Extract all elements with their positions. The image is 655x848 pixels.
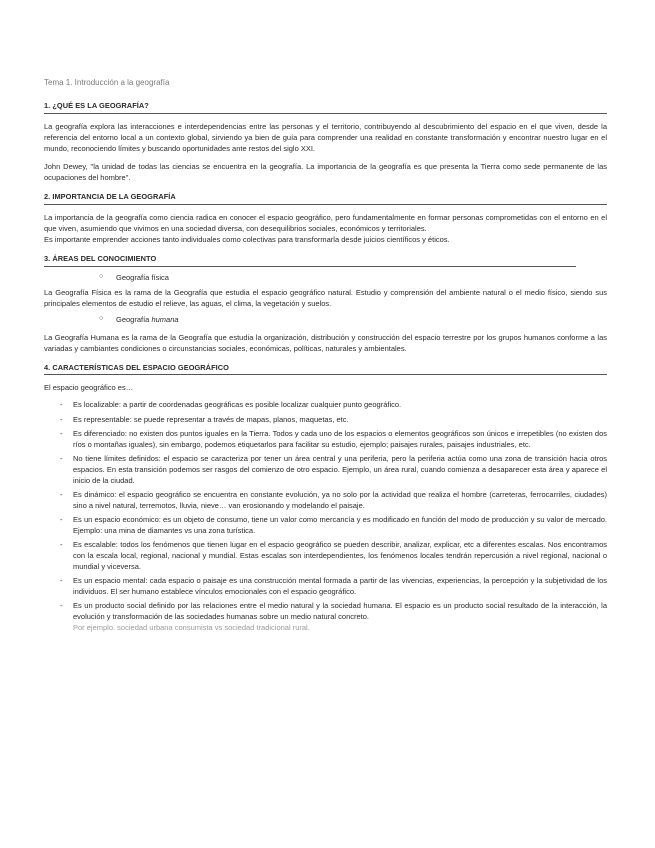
list-item-text: Es un producto social definido por las relaciones entre el medio natural y la sociedad humana. El espacio es un producto social resultado de la interacción, la evolución y transformación de las sociedades humanas sobre un medio natural concreto. bbox=[73, 600, 607, 621]
dash-bullet-icon: - bbox=[60, 539, 63, 549]
document-content bbox=[44, 77, 607, 642]
paragraph: La Geografía Física es la rama de la Geografía que estudia el espacio geográfico natural. Estudio y comprensión del ambiente natural o el medio físico, siendo sus principales elementos de estudio el relieve, las aguas, el clima, la vegetación y suelos. bbox=[44, 287, 607, 308]
paragraph: John Dewey, "la unidad de todas las ciencias se encuentra en la geografía. La importancia de la geografía es que presenta la Tierra como sede permanente de las ocupaciones del hombre". bbox=[44, 161, 607, 182]
section-importance bbox=[44, 192, 607, 245]
circle-bullet-icon: ○ bbox=[99, 314, 104, 322]
list-item-text: Es un espacio económico: es un objeto de consumo, tiene un valor como mercancía y es modificado en función del modo de producción y su valor de mercado. Ejemplo: una mina de diamantes vs una zona turística. bbox=[73, 514, 607, 535]
section-what-is-geography bbox=[44, 101, 607, 183]
list-item bbox=[44, 489, 607, 511]
section-heading: 1. ¿QUÉ ES LA GEOGRAFÍA? bbox=[44, 101, 607, 114]
section-heading: 2. IMPORTANCIA DE LA GEOGRAFÍA bbox=[44, 192, 607, 205]
section-knowledge-areas bbox=[44, 254, 607, 354]
list-item-text: No tiene límites definidos: el espacio se caracteriza por tener un área central y una periferia, pero la periferia actúa como una zona de transición hacia otros espacios. En esta transición podemos ser rasgos del comienzo de otro espacio. Ejemplo, un área rural, cuando comienza a desaparecer esta área y aparece el inicio de la ciudad. bbox=[73, 453, 607, 485]
list-item-text: Es representable: se puede representar a través de mapas, planos, maquetas, etc. bbox=[73, 414, 349, 424]
paragraph bbox=[44, 212, 607, 245]
document-title: Tema 1. Introducción a la geografía bbox=[44, 78, 170, 87]
list-item-text: Es localizable: a partir de coordenadas geográficas es posible localizar cualquier punto geográfico. bbox=[73, 400, 402, 410]
section-heading: 3. ÁREAS DEL CONOCIMIENTO bbox=[44, 254, 576, 267]
paragraph-line: La importancia de la geografía como ciencia radica en conocer el espacio geográfico, pero fundamentalmente en formar personas comprometidas con el entorno en el que viven, asumiendo que vivimos en una sociedad diversa, con desequilibrios sociales, económicos y territoriales. bbox=[44, 212, 607, 233]
dash-bullet-icon: - bbox=[60, 489, 63, 499]
list-item-text: Es escalable: todos los fenómenos que tienen lugar en el espacio geográfico se pueden describir, analizar, explicar, etc a diferentes escalas. Nos encontramos con la escala local, regional, nacional y mundial. Estas escalas son interdependientes, los fenómenos locales tendrán repercusión a nivel regional, nacional o mundial y viceversa. bbox=[73, 539, 607, 571]
section-heading: 4. CARACTERÍSTICAS DEL ESPACIO GEOGRÁFICO bbox=[44, 363, 607, 376]
list-item bbox=[44, 399, 607, 410]
dash-bullet-icon: - bbox=[60, 600, 63, 610]
section-characteristics bbox=[44, 363, 607, 633]
dash-bullet-icon: - bbox=[60, 414, 63, 424]
dash-bullet-icon: - bbox=[60, 514, 63, 524]
paragraph-intro: El espacio geográfico es… bbox=[44, 383, 134, 393]
dash-bullet-icon: - bbox=[60, 575, 63, 585]
subsection-label bbox=[116, 315, 179, 324]
subsection-label: Geografía física bbox=[116, 272, 169, 282]
paragraph: La geografía explora las interacciones e interdependencias entre las personas y el territorio, contribuyendo al descubrimiento del espacio en el que viven, desde la referencia del entorno local a un contexto global, sirviendo ya bien de guía para comprender una realidad en constante transformación y encontrar nuestro lugar en el mundo, reconociendo límites y buscando oportunidades ante restos del siglo XXI. bbox=[44, 121, 607, 153]
dash-bullet-icon: - bbox=[60, 400, 63, 410]
list-item bbox=[44, 514, 607, 536]
circle-bullet-icon: ○ bbox=[99, 272, 104, 280]
list-item bbox=[44, 414, 607, 425]
dash-bullet-icon: - bbox=[60, 428, 63, 438]
list-item bbox=[44, 539, 607, 572]
list-item-text: Es diferenciado: no existen dos puntos iguales en la Tierra. Todos y cada uno de los espacios o elementos geográficos son únicos e irrepetibles (no existen dos ríos o montañas iguales), sin embargo, podemos etiquetarlos para facilitar su estudio, ejemplo; paisajes rurales, paisajes industriales, etc. bbox=[73, 428, 607, 449]
subsection-human-geography bbox=[44, 314, 607, 325]
paragraph: La Geografía Humana es la rama de la Geografía que estudia la organización, distribución y construcción del espacio terrestre por los grupos humanos conforme a las variadas y cambiantes condiciones o circunstancias sociales, económicas, políticas, naturales y ambientales. bbox=[44, 332, 607, 353]
list-item-text: Es un espacio mental: cada espacio o paisaje es una construcción mental formada a partir de las vivencias, experiencias, la percepción y la subjetividad de los individuos. El ser humano establece vínculos emocionales con el espacio geográfico. bbox=[73, 575, 607, 596]
list-item bbox=[44, 453, 607, 486]
example-note: Por ejemplo. sociedad urbana consumista vs sociedad tradicional rural. bbox=[73, 622, 310, 632]
list-item bbox=[44, 428, 607, 450]
subsection-label-prefix: Geografía bbox=[116, 314, 152, 324]
subsection-physical-geography bbox=[44, 272, 607, 283]
characteristics-list bbox=[44, 399, 607, 632]
subsection-label-italic: humana bbox=[151, 314, 179, 324]
list-item bbox=[44, 600, 607, 633]
paragraph-line: Es importante emprender acciones tanto individuales como colectivas para transformarla desde juicios científicos y éticos. bbox=[44, 234, 450, 244]
list-item bbox=[44, 575, 607, 597]
list-item-text: Es dinámico: el espacio geográfico se encuentra en constante evolución, ya no solo por la actividad que realiza el hombre (carreteras, ferrocarriles, ciudades) sino a nivel natural, terremotos, lluvia, nieve… van erosionando y modelando el paisaje. bbox=[73, 489, 607, 510]
dash-bullet-icon: - bbox=[60, 453, 63, 463]
